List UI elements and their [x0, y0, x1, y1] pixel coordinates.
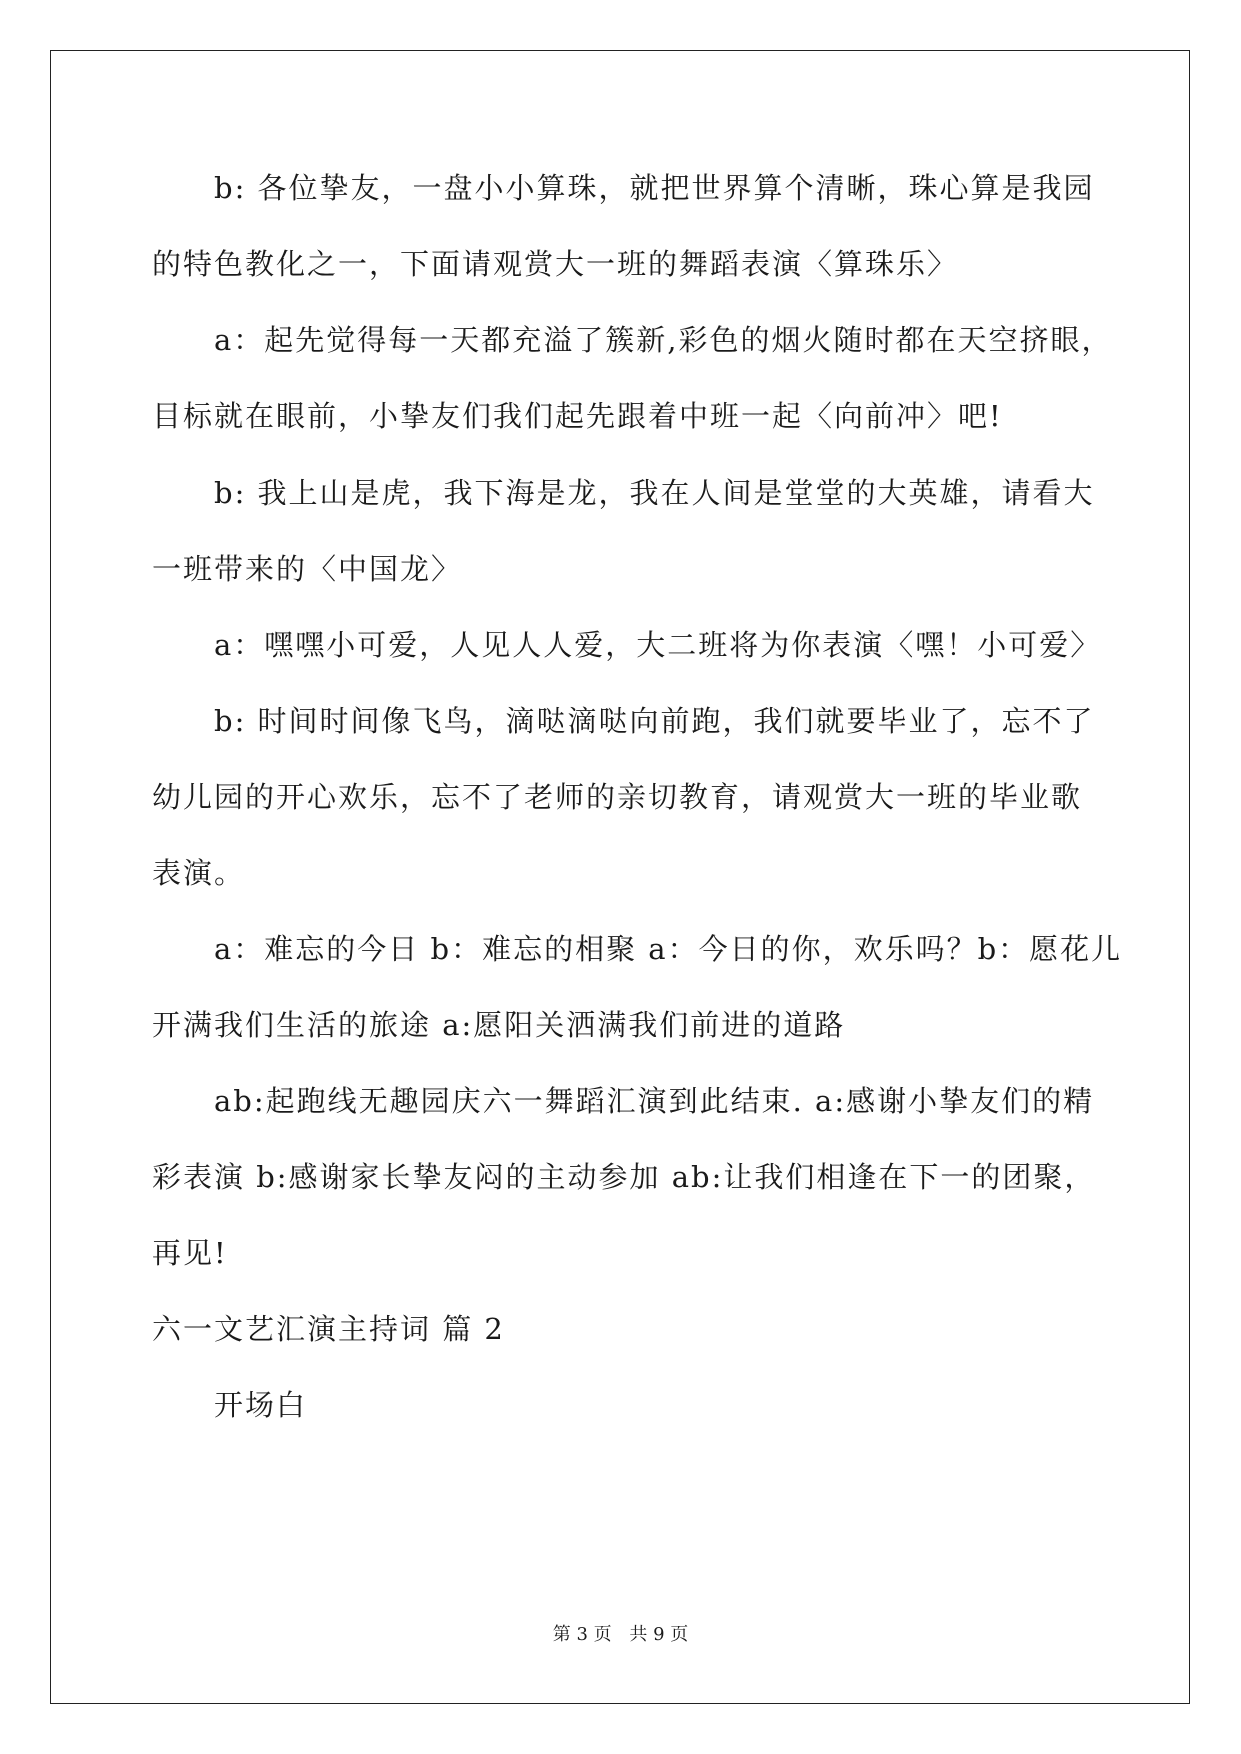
paragraph-line: 目标就在眼前，小挚友们我们起先跟着中班一起〈向前冲〉吧! — [152, 399, 1003, 433]
paragraph-line: 幼儿园的开心欢乐，忘不了老师的亲切教育，请观赏大一班的毕业歌 — [152, 780, 1083, 814]
paragraph-line: 再见! — [152, 1236, 228, 1270]
paragraph-line: 一班带来的〈中国龙〉 — [152, 552, 463, 586]
page-number: 第 3 页 — [552, 1624, 612, 1645]
paragraph-line: b: 各位挚友，一盘小小算珠，就把世界算个清晰，珠心算是我园 — [214, 171, 1095, 205]
paragraph-line: a：起先觉得每一天都充溢了簇新,彩色的烟火随时都在天空挤眼， — [214, 323, 1113, 357]
paragraph-line: b: 时间时间像飞鸟，滴哒滴哒向前跑，我们就要毕业了，忘不了 — [214, 704, 1095, 738]
paragraph-line: a：嘿嘿小可爱，人见人人爱，大二班将为你表演〈嘿！小可爱〉 — [214, 628, 1102, 662]
paragraph-line: ab:起跑线无趣园庆六一舞蹈汇演到此结束. a:感谢小挚友们的精 — [214, 1084, 1095, 1118]
paragraph-line: 表演。 — [152, 856, 246, 890]
section-heading: 六一文艺汇演主持词 篇 2 — [152, 1312, 505, 1346]
paragraph-line: b: 我上山是虎，我下海是龙，我在人间是堂堂的大英雄，请看大 — [214, 476, 1095, 510]
paragraph-line: a：难忘的今日 b：难忘的相聚 a：今日的你，欢乐吗？b：愿花儿 — [214, 932, 1123, 966]
paragraph-line: 彩表演 b:感谢家长挚友闷的主动参加 ab:让我们相逢在下一的团聚， — [152, 1160, 1096, 1194]
paragraph-line: 的特色教化之一，下面请观赏大一班的舞蹈表演〈算珠乐〉 — [152, 247, 959, 281]
paragraph-line: 开满我们生活的旅途 a:愿阳关洒满我们前进的道路 — [152, 1008, 846, 1042]
page-footer — [0, 1623, 1241, 1647]
page-total: 共 9 页 — [629, 1624, 689, 1645]
paragraph-line: 开场白 — [214, 1388, 308, 1422]
